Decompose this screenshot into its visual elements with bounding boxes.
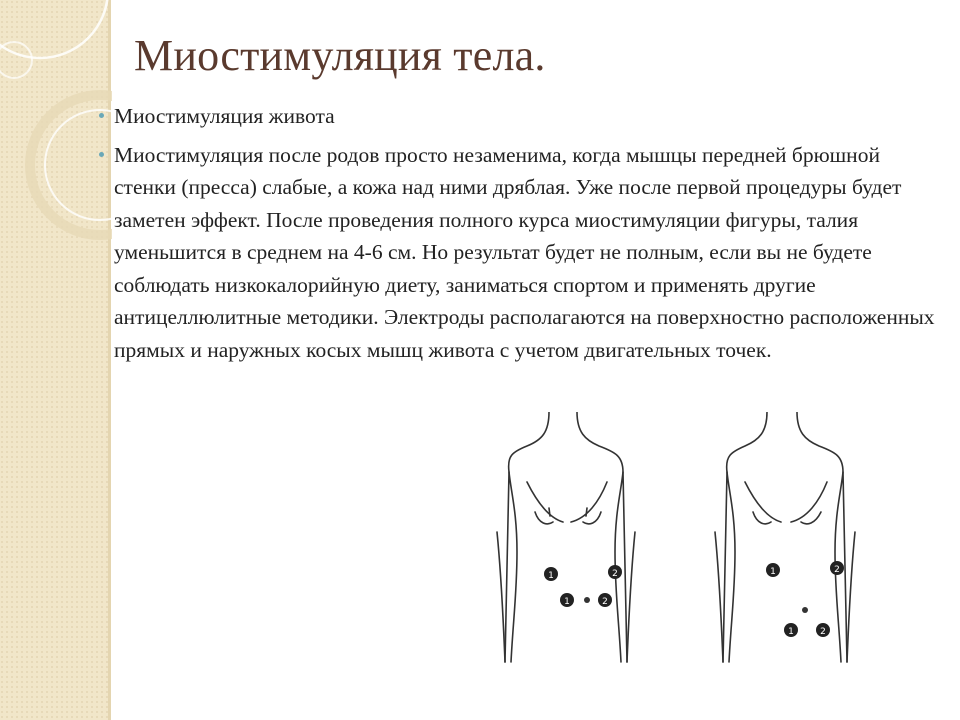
electrode-marker	[544, 567, 558, 581]
electrode-placement-illustration	[487, 412, 907, 664]
electrode-marker	[598, 593, 612, 607]
right-torso-outline	[715, 412, 855, 662]
electrode-label: 2	[834, 565, 840, 575]
decorative-circles	[0, 0, 112, 260]
navel-mark	[584, 597, 590, 603]
navel-mark	[802, 607, 808, 613]
electrode-label: 1	[770, 567, 776, 577]
bullet-marker-icon	[99, 113, 104, 118]
electrode-marker	[830, 561, 844, 575]
electrode-label: 2	[612, 569, 618, 579]
left-torso-outline	[497, 412, 635, 662]
bullet-text: Миостимуляция живота	[114, 104, 335, 128]
bullet-list	[114, 100, 944, 372]
electrode-marker	[816, 623, 830, 637]
electrode-label: 2	[602, 597, 608, 607]
bullet-item	[114, 100, 944, 133]
bullet-marker-icon	[99, 152, 104, 157]
electrode-marker	[608, 565, 622, 579]
electrode-marker	[560, 593, 574, 607]
bullet-item	[114, 139, 944, 367]
electrode-label: 2	[820, 627, 826, 637]
electrode-label: 1	[548, 571, 554, 581]
slide-title: Миостимуляция тела.	[134, 31, 546, 80]
electrode-marker	[784, 623, 798, 637]
left-electrodes	[544, 565, 622, 607]
electrode-label: 1	[788, 627, 794, 637]
electrode-label: 1	[564, 597, 570, 607]
right-electrodes	[766, 561, 844, 637]
bullet-text: Миостимуляция после родов просто незаменима, когда мышцы передней брюшной стенки (пресса) слабые, а кожа над ними дряблая. Уже после первой процедуры будет заметен эффект. После проведения полного курса миостимуляции фигуры, талия уменьшится в среднем на 4-6 см. Но результат будет не полным, если вы не будете соблюдать низкокалорийную диету, заниматься спортом и применять другие антицеллюлитные методики. Электроды располагаются на поверхностно расположенных прямых и наружных косых мышц живота с учетом двигательных точек.	[114, 142, 935, 362]
electrode-marker	[766, 563, 780, 577]
